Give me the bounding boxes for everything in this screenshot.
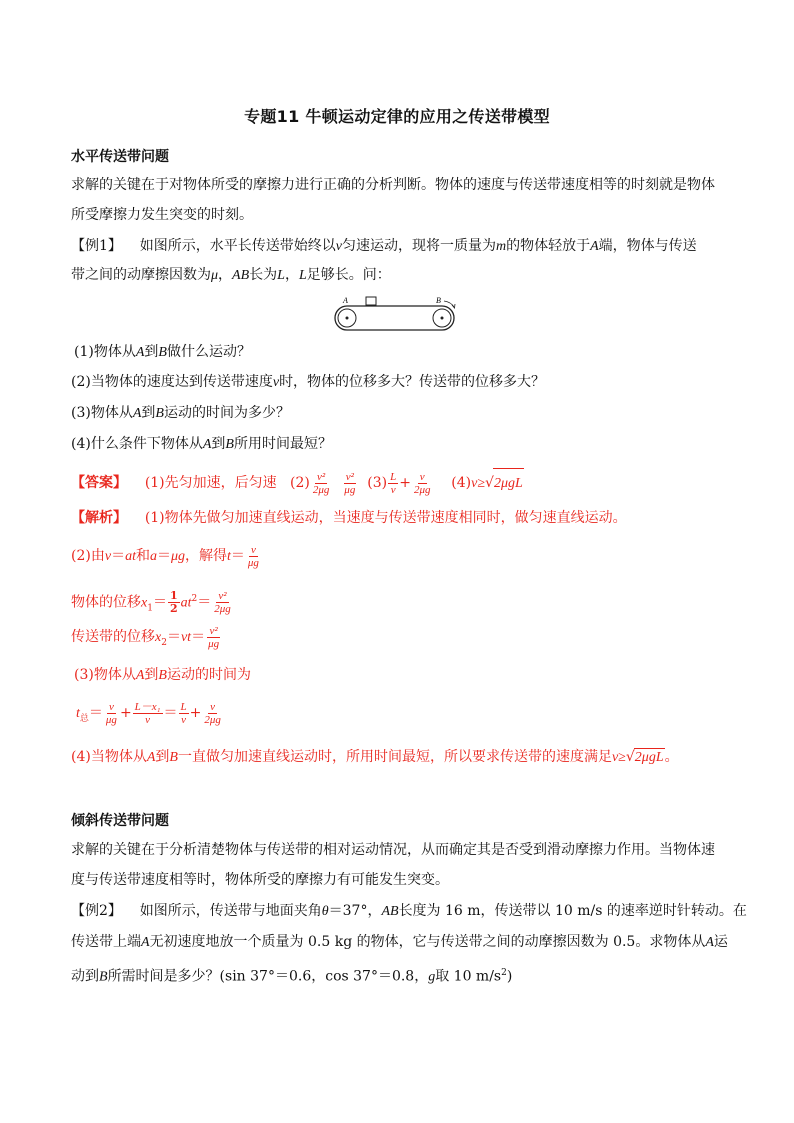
denominator: v — [390, 483, 396, 496]
text: (4)当物体从 — [71, 749, 147, 765]
text: 带之间的动摩擦因数为 — [71, 267, 211, 283]
text: ， — [218, 267, 233, 283]
subscript: 1 — [147, 603, 153, 614]
example2-line-2 — [71, 933, 728, 952]
analysis-label: 【解析】 — [71, 510, 127, 526]
text: 长为 — [249, 267, 278, 283]
intro-line-2: 所受摩擦力发生突变的时刻。 — [71, 207, 253, 223]
text: 所需时间是多少？(sin 37°＝0.6，cos 37°＝0.8， — [107, 968, 429, 985]
text: 所用时间最短？ — [233, 436, 332, 452]
text: 到 — [211, 436, 226, 452]
var-A: A — [135, 345, 145, 360]
answer-part-3: (3) — [367, 475, 388, 491]
text: 运动的时间为多少？ — [163, 405, 290, 421]
denominator: v — [145, 713, 151, 726]
answer-part-2: (2) — [290, 475, 310, 491]
example2-label: 【例2】 — [71, 903, 122, 919]
plus-sign: + — [399, 475, 411, 491]
answer-part-4: (4) — [451, 475, 472, 491]
example2-line-1 — [71, 902, 747, 921]
fraction — [133, 701, 163, 726]
text: 和 — [135, 548, 150, 564]
text: ，解得 — [184, 548, 227, 564]
text: (2)由 — [71, 548, 105, 564]
var-v: v — [272, 375, 280, 390]
diagram-label-a: A — [343, 296, 348, 305]
question-4 — [71, 435, 332, 454]
var: vt — [180, 630, 192, 645]
section-heading-inclined: 倾斜传送带问题 — [71, 813, 169, 829]
subscript: 总 — [79, 713, 89, 724]
text: (3)物体从 — [71, 405, 133, 421]
var-A: A — [202, 437, 212, 452]
var: at — [180, 595, 192, 611]
text: 一直做匀加速直线运动时，所用时间最短，所以要求传送带的速度满足 — [177, 749, 612, 765]
diagram-label-b: B — [436, 296, 441, 305]
example1-label: 【例1】 — [71, 238, 122, 254]
denominator: μg — [247, 556, 259, 569]
text: (3)物体从 — [74, 667, 136, 683]
text: ＝ — [152, 594, 167, 611]
text: 传送带的位移 — [71, 629, 155, 645]
numerator: L — [180, 700, 187, 713]
answer-part-1: (1)先匀加速，后匀速 — [144, 475, 277, 491]
sqrt-content: 2μgL — [493, 468, 524, 499]
var-mu: μ — [211, 268, 219, 283]
text: 匀速运动，现将一质量为 — [341, 238, 496, 254]
text: 做什么运动？ — [166, 344, 251, 360]
text: 端，物体与传送 — [598, 238, 697, 254]
denominator: 2μg — [204, 713, 221, 726]
fraction — [342, 471, 357, 496]
sqrt-content: 2μgL — [634, 750, 664, 765]
section-heading-horizontal: 水平传送带问题 — [71, 149, 169, 165]
text: ＝ — [111, 548, 126, 564]
text: (2)当物体的速度达到传送带速度 — [71, 374, 273, 390]
var: μg — [170, 549, 185, 564]
text: (1)物体从 — [74, 344, 136, 360]
numerator: v² — [218, 590, 227, 603]
fraction — [246, 544, 261, 569]
var-A: A — [146, 750, 156, 765]
var: a — [149, 549, 157, 564]
numerator: v — [250, 543, 256, 556]
text: 如图所示，传送带与地面夹角 — [139, 903, 322, 919]
text: 如图所示，水平长传送带始终以 — [139, 238, 336, 254]
plus-sign: + — [189, 705, 202, 721]
numerator: 1 — [169, 589, 178, 603]
text: 运 — [713, 934, 728, 950]
text: ＝ — [230, 548, 245, 564]
fraction — [202, 701, 223, 726]
numerator: v — [419, 470, 425, 483]
fraction — [212, 590, 233, 615]
var: t — [226, 549, 231, 564]
text: ＝ — [156, 548, 171, 564]
var-B: B — [99, 969, 108, 985]
text: (4)什么条件下物体从 — [71, 436, 203, 452]
superscript: 2 — [501, 968, 507, 978]
denominator: v — [181, 713, 186, 726]
subscript: 2 — [161, 637, 167, 648]
numerator: v — [210, 700, 216, 713]
text: 的物体轻放于 — [506, 238, 591, 254]
example1-line-1 — [71, 237, 697, 256]
var-A: A — [705, 935, 714, 950]
text: 长度为 16 m，传送带以 10 m/s 的速率逆时针转动。在 — [398, 903, 747, 919]
example2-line-3 — [71, 964, 512, 987]
text: 运动的时间为 — [166, 667, 251, 683]
page-title: 专题11 牛顿运动定律的应用之传送带模型 — [244, 107, 550, 126]
question-2 — [71, 373, 545, 392]
denominator: 2μg — [214, 603, 231, 616]
text: 时，物体的位移多大？传送带的位移多大？ — [279, 374, 546, 390]
text: 物体的位移 — [71, 594, 141, 611]
superscript: 2 — [191, 594, 198, 604]
var-B: B — [158, 668, 167, 683]
fraction — [412, 471, 433, 496]
var-A: A — [141, 935, 150, 950]
analysis-line-6 — [76, 698, 224, 734]
fraction — [311, 471, 332, 496]
analysis-line-7: (4)当物体从A到B一直做匀加速直线运动时，所用时间最短，所以要求传送带的速度满足v≥√2μgL。 — [71, 749, 679, 765]
v-ge: v≥ — [471, 476, 486, 491]
var-AB: AB — [232, 268, 250, 283]
text: ＝ — [163, 705, 178, 721]
text: 到 — [144, 667, 159, 683]
denominator: 2μg — [413, 483, 431, 496]
var: at — [125, 549, 136, 564]
var-A: A — [590, 239, 599, 254]
var: v — [104, 549, 112, 564]
var-B: B — [225, 437, 234, 452]
denominator: 2μg — [312, 483, 330, 496]
denominator: μg — [344, 483, 356, 496]
text: ＝ — [166, 629, 181, 645]
numerator: v² — [345, 470, 354, 483]
var-A: A — [135, 668, 145, 683]
text: ＝ — [191, 629, 206, 645]
var-g: g — [428, 969, 436, 985]
denominator: μg — [208, 637, 220, 650]
analysis-line-1 — [71, 509, 627, 527]
analysis-line-3 — [71, 584, 234, 623]
text: ， — [284, 267, 299, 283]
var-theta: θ — [321, 904, 329, 919]
denominator: 2 — [169, 602, 178, 616]
var-v: v — [335, 239, 342, 254]
analysis-part-1: (1)物体先做匀加速直线运动，当速度与传送带速度相同时，做匀速直线运动。 — [144, 510, 627, 526]
conveyor-belt-diagram — [330, 292, 460, 338]
fraction — [388, 471, 398, 496]
var-L: L — [277, 268, 285, 283]
block-object — [366, 297, 376, 305]
text: ＝37°， — [328, 903, 382, 919]
var: t — [76, 706, 80, 721]
answer-label: 【答案】 — [71, 475, 127, 491]
intro-line-1: 求解的关键在于对物体所受的摩擦力进行正确的分析判断。物体的速度与传送带速度相等的时刻就是物体 — [71, 177, 715, 193]
var-m: m — [495, 239, 507, 254]
numerator: v² — [317, 470, 326, 483]
analysis-line-5 — [74, 666, 251, 685]
text: ) — [506, 968, 513, 985]
fraction — [104, 701, 119, 726]
var-B: B — [169, 750, 178, 765]
fraction — [179, 701, 189, 726]
analysis-line-2 — [71, 541, 262, 572]
text: 到 — [141, 405, 156, 421]
var-B: B — [158, 345, 167, 360]
answer-line: 【答案】 (1)先匀加速，后匀速 (2) $\frac{\text{v²}}{2\mu g}$ $\frac{\text{v²}}{\mu g}$ (3) $\frac{L}{v}$ + $\frac{v}{2\mu g}$ (4)v≥√2μgL — [71, 468, 524, 499]
numerator: L — [390, 470, 397, 483]
text: ＝ — [88, 705, 103, 721]
analysis-line-4 — [71, 622, 222, 658]
denominator: μg — [105, 713, 117, 726]
right-pulley-axle — [441, 317, 444, 320]
text: 到 — [155, 749, 170, 765]
text: 取 10 m/s — [435, 968, 502, 985]
numerator: L－x₁ — [134, 700, 161, 713]
text: 无初速度地放一个质量为 0.5 kg 的物体，它与传送带之间的动摩擦因数为 0.5。求物体从 — [149, 934, 706, 950]
example1-line-2 — [71, 266, 391, 285]
intro2-line-1: 求解的关键在于分析清楚物体与传送带的相对运动情况，从而确定其是否受到滑动摩擦力作用。当物体速 — [71, 842, 715, 858]
plus-sign: + — [119, 705, 132, 721]
text: ＝ — [197, 594, 212, 611]
var-L: L — [298, 268, 307, 283]
var: x — [155, 630, 162, 645]
var-AB: AB — [381, 904, 399, 919]
fraction — [206, 625, 221, 650]
text: 足够长。问： — [306, 267, 391, 283]
intro2-line-2: 度与传送带速度相等时，物体所受的摩擦力有可能发生突变。 — [71, 872, 449, 888]
left-pulley-axle — [346, 317, 349, 320]
var: x — [141, 595, 148, 611]
text: 到 — [144, 344, 159, 360]
question-3 — [71, 404, 290, 423]
text: 。 — [664, 749, 679, 765]
var-A: A — [132, 406, 142, 421]
numerator: v² — [209, 624, 218, 637]
belt — [335, 306, 454, 330]
var-B: B — [155, 406, 164, 421]
fraction-half — [168, 590, 180, 615]
var: v≥ — [611, 750, 626, 765]
numerator: v — [108, 700, 114, 713]
text: 传送带上端 — [71, 934, 141, 950]
text: 动到 — [71, 968, 99, 985]
question-1 — [74, 343, 251, 362]
